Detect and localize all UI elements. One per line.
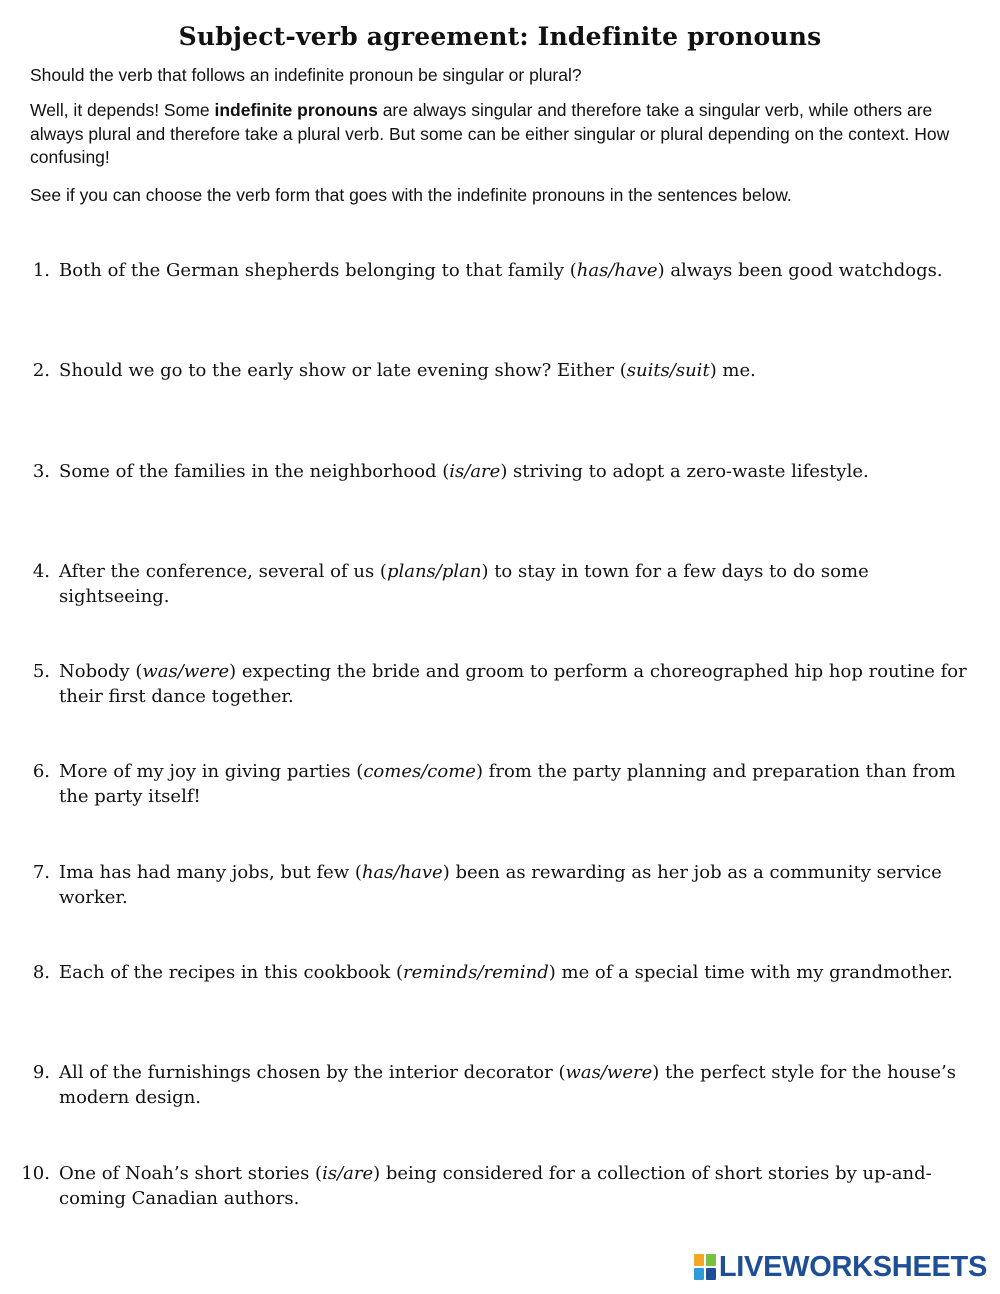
verb-choice[interactable]: was/were: [565, 1062, 653, 1084]
intro-bold-term: indefinite pronouns: [214, 100, 378, 120]
verb-choice[interactable]: has/have: [361, 861, 443, 883]
question-text-after: ) expecting the bride and groom to perform a choreographed hip hop routine for their first dance together.: [59, 661, 967, 708]
question-number: 7.: [32, 861, 50, 883]
page-title: Subject-verb agreement: Indefinite pronouns: [178, 22, 822, 51]
question-text: [59, 659, 979, 709]
question-text-after: ) to stay in town for a few days to do some sightseeing.: [59, 560, 869, 607]
liveworksheets-logo[interactable]: [694, 1252, 987, 1282]
question-number: 4.: [32, 560, 50, 582]
question-number: 9.: [32, 1062, 50, 1084]
question-number: 2.: [32, 360, 50, 382]
question-text: [59, 459, 979, 484]
logo-block: [706, 1268, 716, 1280]
question-number: 8.: [32, 962, 50, 984]
question-text-after: ) from the party planning and preparation than from the party itself!: [59, 761, 956, 808]
verb-choice[interactable]: comes/come: [363, 761, 476, 783]
question-number: 5.: [32, 661, 50, 683]
question-text-before: Each of the recipes in this cookbook (: [59, 962, 404, 984]
question-text-after: ) me of a special time with my grandmother.: [548, 962, 953, 984]
question-text-before: After the conference, several of us (: [59, 560, 387, 582]
logo-block: [706, 1254, 716, 1266]
question-item: [0, 960, 1000, 1060]
verb-choice[interactable]: is/are: [322, 1162, 374, 1184]
question-text-before: Some of the families in the neighborhood (: [59, 460, 450, 482]
question-item: [0, 1161, 1000, 1261]
question-text-after: ) me.: [709, 360, 756, 382]
intro-instructions: See if you can choose the verb form that goes with the indefinite pronouns in the sentences below.: [30, 185, 792, 205]
logo-block: [694, 1254, 704, 1266]
question-text: [59, 860, 979, 910]
question-number: 10.: [21, 1162, 50, 1184]
question-text-after: ) being considered for a collection of short stories by up-and-coming Canadian authors.: [59, 1162, 932, 1209]
logo-blocks-icon: [694, 1254, 716, 1280]
intro-text-end: are always singular and therefore take a singular verb, while others are always plural and therefore take a plural verb. But some can be either singular or plural depending on the context. How confusing!: [30, 100, 950, 167]
question-number: 1.: [32, 260, 50, 281]
question-item: [0, 860, 1000, 960]
logo-text: LIVEWORKSHEETS: [718, 1251, 987, 1283]
question-text: [59, 759, 979, 809]
question-item: [0, 659, 1000, 759]
question-item: [0, 759, 1000, 859]
intro-explanation: [30, 99, 980, 170]
question-number: 3.: [32, 460, 50, 482]
verb-choice[interactable]: suits/suit: [626, 360, 710, 382]
question-text: [59, 258, 979, 283]
question-text: [59, 1161, 979, 1211]
question-text-after: ) striving to adopt a zero-waste lifestyle.: [500, 460, 869, 482]
verb-choice[interactable]: plans/plan: [386, 560, 482, 582]
verb-choice[interactable]: is/are: [449, 460, 501, 482]
question-text: [59, 1060, 979, 1110]
question-text-before: All of the furnishings chosen by the interior decorator (: [59, 1062, 566, 1084]
question-text: [59, 559, 979, 609]
question-text-before: Both of the German shepherds belonging to that family (: [59, 260, 577, 281]
question-item: [0, 459, 1000, 559]
question-text-after: ) always been good watchdogs.: [657, 260, 943, 281]
intro-question: Should the verb that follows an indefinite pronoun be singular or plural?: [30, 65, 582, 85]
question-list: [0, 258, 1000, 1261]
question-text: [59, 960, 979, 985]
verb-choice[interactable]: reminds/remind: [403, 962, 549, 984]
question-item: [0, 1060, 1000, 1160]
question-text-before: Should we go to the early show or late evening show? Either (: [59, 360, 627, 382]
intro-text-start: Well, it depends! Some: [30, 100, 215, 120]
question-text-before: One of Noah’s short stories (: [59, 1162, 323, 1184]
question-text-before: Ima has had many jobs, but few (: [59, 861, 362, 883]
question-text-before: More of my joy in giving parties (: [59, 761, 364, 783]
question-item: [0, 258, 1000, 358]
verb-choice[interactable]: was/were: [142, 661, 230, 683]
question-number: 6.: [32, 761, 50, 783]
question-text-after: ) been as rewarding as her job as a community service worker.: [59, 861, 942, 908]
question-text: [59, 358, 979, 383]
question-item: [0, 559, 1000, 659]
question-item: [0, 358, 1000, 458]
question-text-after: ) the perfect style for the house’s modern design.: [59, 1062, 956, 1109]
logo-block: [694, 1268, 704, 1280]
question-text-before: Nobody (: [59, 661, 143, 683]
verb-choice[interactable]: has/have: [576, 260, 658, 281]
